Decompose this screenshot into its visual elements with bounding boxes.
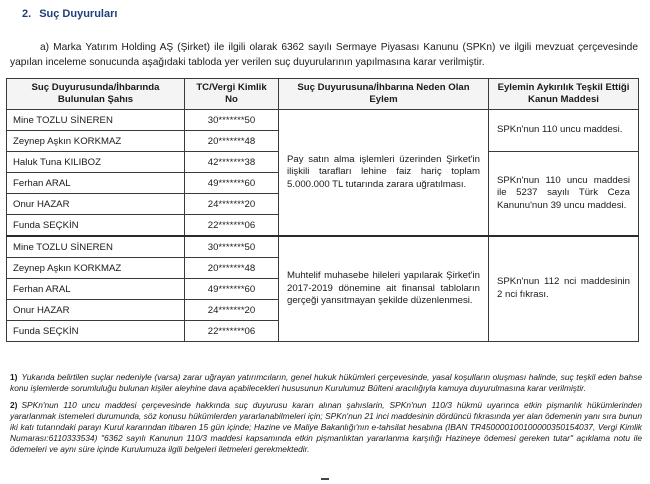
footnote-1-text: Yukarıda belirtilen suçlar nedeniyle (varsa) zarar uğrayan yatırımcıların, genel hukuk hükümleri çerçevesinde, yasal koşulların oluşması halinde, suç teşkil eden bahse konu işlemlerde sorumluluğu bulunan kişiler aleyhine dava açabilecekleri hususunun Kurulumuz Bülteni aracılığıyla kamuya duyurulmasına karar verilmiştir. xyxy=(10,372,642,393)
person-tc: 20*******48 xyxy=(185,131,279,152)
person-tc: 24*******20 xyxy=(185,194,279,215)
person-tc: 42*******38 xyxy=(185,152,279,173)
person-tc: 30*******50 xyxy=(185,236,279,258)
person-name: Haluk Tuna KILIBOZ xyxy=(7,152,185,173)
table-header-row xyxy=(7,79,639,110)
footnote-1 xyxy=(10,372,642,394)
eylem-cell-2: Muhtelif muhasebe hileleri yapılarak Şirket'in 2017-2019 dönemine ait finansal tabloların gerçeği yansıtmayan şekilde düzenlenmesi. xyxy=(279,236,489,342)
person-tc: 30*******50 xyxy=(185,110,279,131)
eylem-cell-1: Pay satın alma işlemleri üzerinden Şirket'in ilişkili tarafları lehine faiz hariç toplam 5.000.000 TL tutarında zarara uğratılması. xyxy=(279,110,489,237)
page-dash-divider xyxy=(321,478,329,480)
section-heading xyxy=(22,8,117,20)
person-tc: 49*******60 xyxy=(185,279,279,300)
madde-cell-2: SPKn'nun 112 nci maddesinin 2 nci fıkrası. xyxy=(489,236,639,342)
person-tc: 24*******20 xyxy=(185,300,279,321)
person-name: Ferhan ARAL xyxy=(7,279,185,300)
person-name: Onur HAZAR xyxy=(7,194,185,215)
person-tc: 22*******06 xyxy=(185,215,279,237)
complaints-table xyxy=(6,78,639,342)
footnotes xyxy=(10,372,642,461)
intro-label: a) xyxy=(40,42,50,53)
person-tc: 22*******06 xyxy=(185,321,279,342)
person-name: Funda SEÇKİN xyxy=(7,321,185,342)
person-name: Zeynep Aşkın KORKMAZ xyxy=(7,258,185,279)
header-madde: Eylemin Aykırılık Teşkil Ettiği Kanun Maddesi xyxy=(489,79,639,110)
intro-text: Marka Yatırım Holding AŞ (Şirket) ile ilgili olarak 6362 sayılı Sermaye Piyasası Kanunu (SPKn) ve ilgili mevzuat çerçevesinde yapılan inceleme sonucunda aşağıdaki tabloda yer verilen suç duyurularının yapılmasına karar verilmiştir. xyxy=(10,42,638,68)
header-sahis: Suç Duyurusunda/İhbarında Bulunulan Şahıs xyxy=(7,79,185,110)
person-name: Ferhan ARAL xyxy=(7,173,185,194)
person-name: Funda SEÇKİN xyxy=(7,215,185,237)
header-tc: TC/Vergi Kimlik No xyxy=(185,79,279,110)
person-tc: 49*******60 xyxy=(185,173,279,194)
person-tc: 20*******48 xyxy=(185,258,279,279)
header-eylem: Suç Duyurusuna/İhbarına Neden Olan Eylem xyxy=(279,79,489,110)
intro-paragraph xyxy=(10,40,638,70)
footnote-2-text: SPKn'nun 110 uncu maddesi çerçevesinde hakkında suç duyurusu kararı alınan şahıslarin, SPKn'nun 110/3 hükmü uyarınca etkin pişmanlık hükümlerinden yararlanmak istemeleri durumunda, söz konusu hükümlerden yararlanabilmeleri için; SPKn'nun 21 inci maddesinin dördüncü fıkrasında yer alan ödemenin yanı sıra bunun iki katı tutarındaki parayı Kurul kararından itibaren 15 gün içinde; Hazine ve Maliye Bakanlığı'nın e-tahsilat hesabına (IBAN TR450000100100000350154037, Vergi Kimlik Numarası:6110333534) "6362 sayılı Kanunun 110/3 maddesi kapsamında etkin pişmanlıktan yararlanma karşılığı Hazineye ödemesi gereken tutar" açıklama notu ile ödemeleri ve aynı süre içinde Kurulumuza ilgili belgeleri iletmeleri gerekmektedir. xyxy=(10,400,642,454)
table-row xyxy=(7,236,639,258)
madde-cell-1b: SPKn'nun 110 uncu maddesi ile 5237 sayılı Türk Ceza Kanunu'nun 39 uncu maddesi. xyxy=(489,152,639,237)
section-number: 2. xyxy=(22,8,32,20)
section-title: Suç Duyuruları xyxy=(39,8,118,20)
footnote-2 xyxy=(10,400,642,455)
madde-cell-1a: SPKn'nun 110 uncu maddesi. xyxy=(489,110,639,152)
footnote-2-label: 2) xyxy=(10,400,18,410)
person-name: Onur HAZAR xyxy=(7,300,185,321)
person-name: Mine TOZLU SİNEREN xyxy=(7,110,185,131)
table-row xyxy=(7,110,639,131)
person-name: Zeynep Aşkın KORKMAZ xyxy=(7,131,185,152)
footnote-1-label: 1) xyxy=(10,372,18,382)
person-name: Mine TOZLU SİNEREN xyxy=(7,236,185,258)
